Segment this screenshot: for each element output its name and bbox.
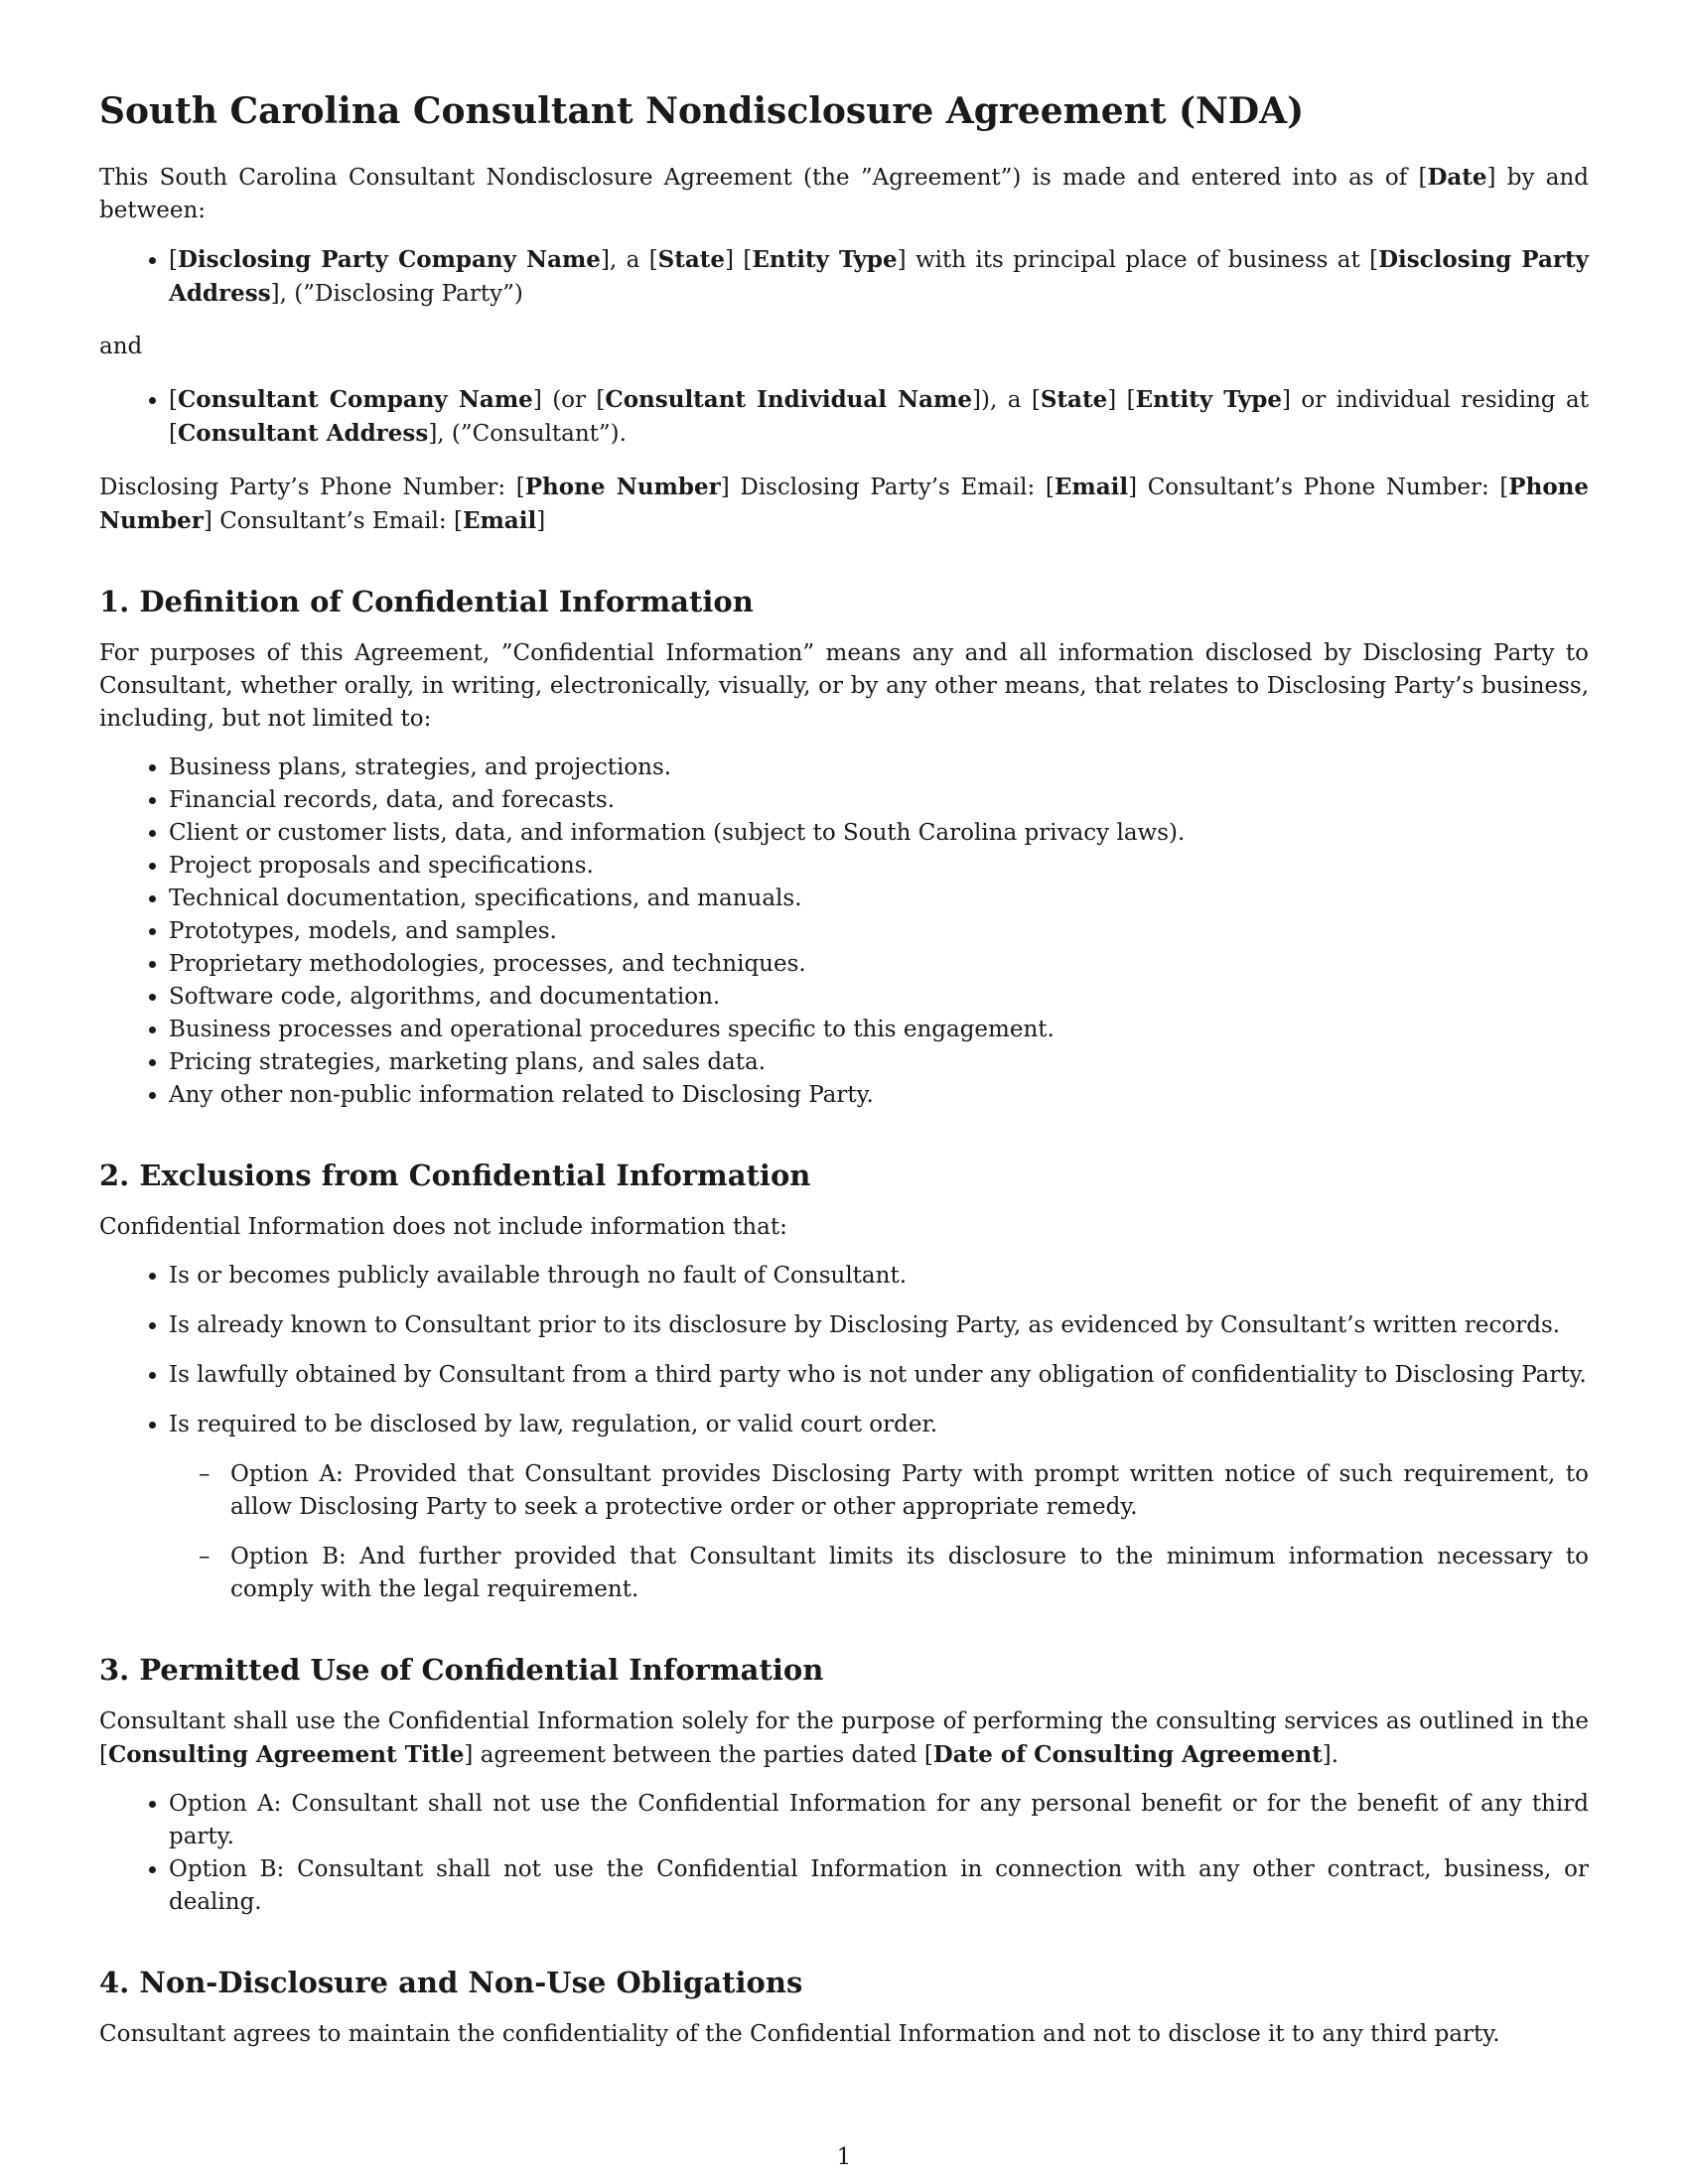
contact-label: Disclosing Party’s Phone Number: [ — [99, 475, 525, 500]
party2-item — [169, 383, 1589, 451]
list-item: • Option A: Consultant shall not use the Confidential Information for any personal benefit or for the benefit of any third party. — [169, 1788, 1589, 1853]
list-item: • Proprietary methodologies, processes, and techniques. — [169, 948, 1589, 981]
consultant-individual-placeholder: Consultant Individual Name — [605, 386, 973, 413]
consultant-entity-placeholder: Entity Type — [1135, 386, 1282, 413]
disclosing-party-state-placeholder: State — [657, 246, 726, 273]
list-item: • Project proposals and specifications. — [169, 850, 1589, 883]
contact-label: ] Consultant’s Email: [ — [203, 508, 463, 534]
disclosing-party-entity-placeholder: Entity Type — [752, 246, 898, 273]
sub-list-item: – Option B: And further provided that Consultant limits its disclosure to the minimum information necessary to comply with the legal requirement. — [230, 1541, 1589, 1606]
page-number: 1 — [836, 2144, 852, 2170]
party1-text: ], a [ — [600, 247, 658, 273]
disclosing-email-placeholder: Email — [1054, 474, 1129, 500]
section4-heading: 4. Non-Disclosure and Non-Use Obligations — [99, 1966, 803, 1999]
list-item: • Is or becomes publicly available through no fault of Consultant. — [169, 1260, 1589, 1293]
consultant-company-placeholder: Consultant Company Name — [177, 386, 533, 413]
list-item: • Business processes and operational procedures specific to this engagement. — [169, 1014, 1589, 1046]
contact-label: ] Consultant’s Phone Number: [ — [1128, 475, 1509, 500]
section4-body: Consultant agrees to maintain the confidentiality of the Confidential Information and not to disclose it to any third party. — [99, 2021, 1500, 2047]
list-item: • Any other non-public information related to Disclosing Party. — [169, 1079, 1589, 1112]
section1-list — [99, 751, 1589, 1112]
party2-text: ]), a [ — [972, 387, 1041, 413]
party1-text: ] with its principal place of business at [ — [897, 247, 1379, 273]
intro-paragraph — [99, 161, 1589, 227]
document-page — [99, 89, 1589, 2067]
list-item — [169, 1409, 1589, 1606]
party2-list — [99, 383, 1589, 451]
section1-heading: 1. Definition of Confidential Information — [99, 585, 754, 618]
section3-body — [99, 1706, 1589, 1772]
list-item: • Software code, algorithms, and documentation. — [169, 981, 1589, 1014]
section3-heading: 3. Permitted Use of Confidential Information — [99, 1653, 824, 1687]
section3-text: ]. — [1322, 1742, 1339, 1768]
section3-list — [99, 1788, 1589, 1919]
list-item: • Prototypes, models, and samples. — [169, 915, 1589, 948]
disclosing-phone-placeholder: Phone Number — [524, 474, 721, 500]
section3-text: ] agreement between the parties dated [ — [464, 1742, 933, 1768]
list-item: • Option B: Consultant shall not use the Confidential Information in connection with any other contract, business, or dealing. — [169, 1853, 1589, 1919]
and-connector: and — [99, 334, 143, 359]
intro-text-before: This South Carolina Consultant Nondisclosure Agreement (the ”Agreement”) is made and entered into as of [ — [99, 165, 1428, 191]
agreement-title-placeholder: Consulting Agreement Title — [107, 1741, 465, 1768]
party2-text: ] (or [ — [532, 387, 606, 413]
contact-label: ] Disclosing Party’s Email: [ — [720, 475, 1055, 500]
list-item-text: Is required to be disclosed by law, regulation, or valid court order. — [169, 1412, 938, 1437]
section2-body: Confidential Information does not include information that: — [99, 1214, 787, 1240]
intro-date-placeholder: Date — [1427, 164, 1487, 191]
section3-text: Consultant shall use the Confidential Information solely for the purpose of performing the consulting services as outlined in the [ — [99, 1708, 1589, 1768]
disclosing-party-address-placeholder: Disclosing Party Address — [169, 246, 1589, 307]
party2-text: ] [ — [1107, 387, 1136, 413]
party1-text: ] [ — [725, 247, 753, 273]
document-title: South Carolina Consultant Nondisclosure Agreement (NDA) — [99, 90, 1305, 132]
contact-details — [99, 471, 1589, 538]
party1-item — [169, 243, 1589, 311]
list-item: • Technical documentation, specifications, and manuals. — [169, 883, 1589, 915]
list-item: • Business plans, strategies, and projections. — [169, 751, 1589, 784]
consultant-state-placeholder: State — [1040, 386, 1108, 413]
party1-text: ], (”Disclosing Party”) — [270, 281, 523, 307]
intro-text-after: ] by and between: — [99, 165, 1590, 223]
agreement-date-placeholder: Date of Consulting Agreement — [932, 1741, 1323, 1768]
consultant-email-placeholder: Email — [462, 507, 537, 534]
sub-list-item: – Option A: Provided that Consultant provides Disclosing Party with prompt written notice of such requirement, to allow Disclosing Party to seek a protective order or other appropriate remedy. — [230, 1458, 1589, 1524]
list-item: • Is lawfully obtained by Consultant from a third party who is not under any obligation of confidentiality to Disclosing Party. — [169, 1359, 1589, 1392]
contact-label: ] — [536, 508, 546, 534]
disclosing-party-name-placeholder: Disclosing Party Company Name — [177, 246, 601, 273]
section1-body: For purposes of this Agreement, ”Confidential Information” means any and all information disclosed by Disclosing Party to Consultant, whether orally, in writing, electronically, visually, or by any other means, that relates to Disclosing Party’s business, including, but not limited to: — [99, 640, 1589, 732]
party1-list — [99, 243, 1589, 311]
party2-text: [ — [169, 387, 178, 413]
consultant-phone-placeholder: Phone Number — [99, 474, 1590, 534]
party1-text: [ — [169, 247, 178, 273]
party2-text: ], (”Consultant”). — [428, 421, 627, 447]
list-item: • Is already known to Consultant prior to its disclosure by Disclosing Party, as evidenced by Consultant’s written records. — [169, 1309, 1589, 1342]
party2-text: ] or individual residing at [ — [169, 387, 1589, 447]
list-item: • Pricing strategies, marketing plans, and sales data. — [169, 1046, 1589, 1079]
section2-list — [99, 1260, 1589, 1606]
section2-heading: 2. Exclusions from Confidential Information — [99, 1159, 811, 1192]
consultant-address-placeholder: Consultant Address — [177, 420, 429, 447]
list-item: • Financial records, data, and forecasts. — [169, 784, 1589, 817]
list-item: • Client or customer lists, data, and information (subject to South Carolina privacy laws). — [169, 817, 1589, 850]
section2-sublist — [169, 1458, 1589, 1606]
